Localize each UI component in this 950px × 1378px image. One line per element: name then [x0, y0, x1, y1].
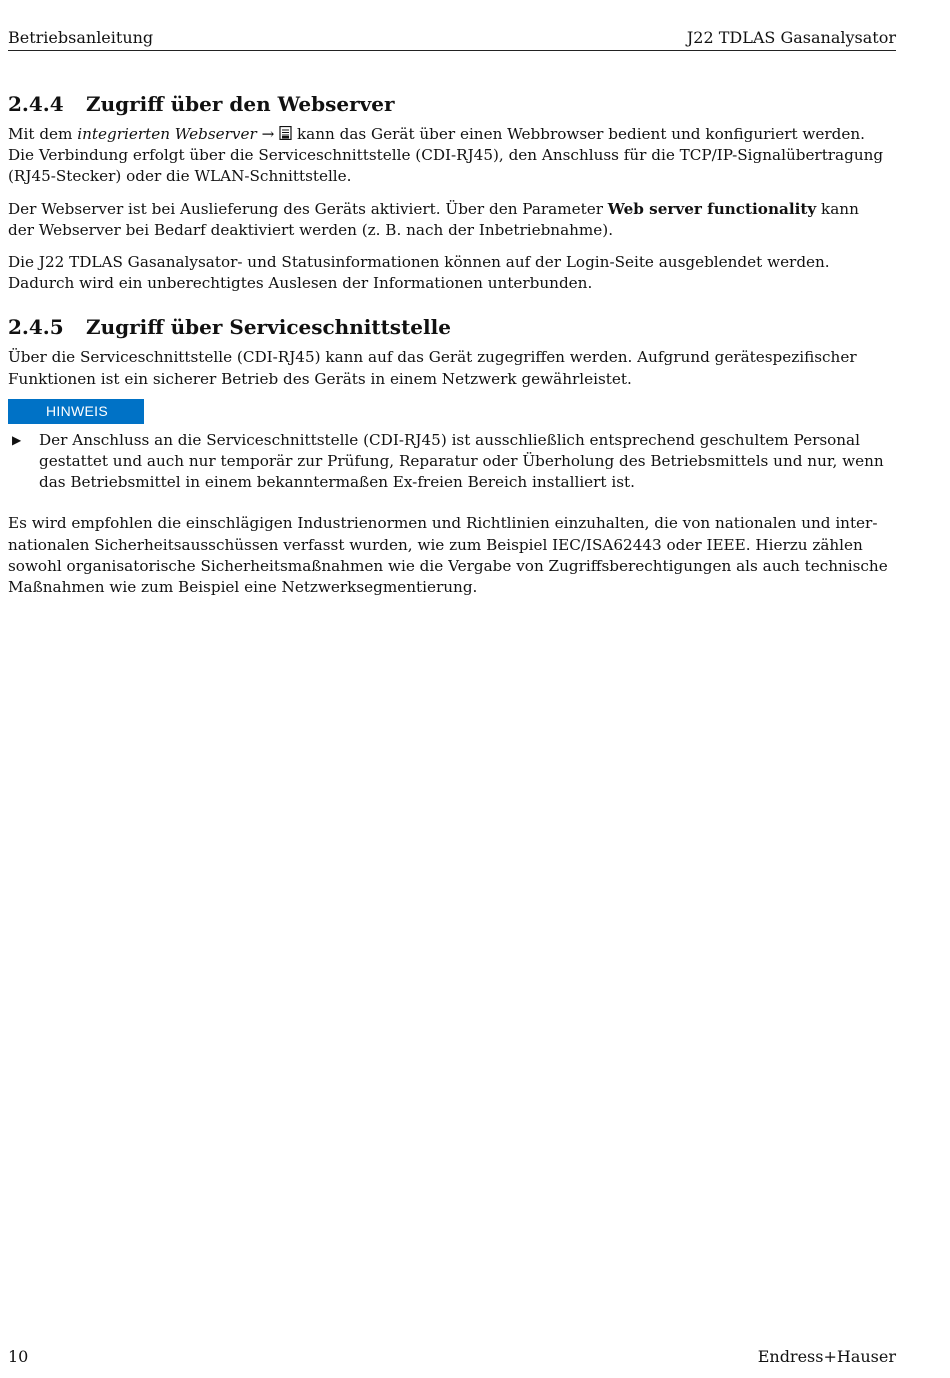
section-heading-2-4-4 — [8, 90, 888, 118]
paragraph-webserver-intro — [8, 124, 888, 188]
document-icon[interactable] — [279, 126, 292, 140]
notice-block — [8, 399, 888, 494]
text-run: Der Webserver ist bei Auslieferung des Geräts aktiviert. Über den Parameter — [8, 199, 608, 218]
notice-item — [8, 430, 888, 494]
text-run: kann der Webserver bei Bedarf deaktiviert werden (z. B. nach der Inbetriebnahme). — [8, 199, 859, 239]
notice-badge: HINWEIS — [8, 399, 144, 424]
brand-name: Endress+Hauser — [757, 1347, 896, 1366]
notice-text: Der Anschluss an die Serviceschnittstelle (CDI-RJ45) ist ausschließlich entsprechend geschultem Personal gestattet und auch nur temporär zur Prüfung, Reparatur oder Überholung des Betriebsmittels und nur, wenn das Betriebsmittel in einem bekanntermaßen Ex-freien Bereich installiert ist. — [39, 430, 884, 492]
parameter-name: Web server functionality — [607, 199, 817, 218]
paragraph-security-recommendation: Es wird empfohlen die einschlägigen Industrienormen und Richtlinien einzuhalten, die von nationalen und internationalen Sicherheitsausschüssen verfasst wurden, wie zum Beispiel IEC/ISA62443 oder IEEE. Hierzu zählen sowohl organisatorische Sicherheitsmaßnahmen wie die Vergabe von Zugriffsberechtigungen als auch technische Maßnahmen wie zum Beispiel eine Netzwerksegmentierung. — [8, 514, 888, 597]
page-header — [8, 26, 896, 51]
paragraph-webserver-activation — [8, 199, 888, 241]
bullet-triangle-icon: ▶ — [12, 432, 22, 447]
section-number: 2.4.4 — [8, 92, 64, 116]
arrow-icon: → — [261, 125, 275, 143]
webserver-link[interactable]: integrierten Webserver — [77, 125, 257, 143]
header-product: J22 TDLAS Gasanalysator — [686, 28, 896, 47]
text-run: kann das Gerät über einen Webbrowser bedient und konfiguriert werden. Die Verbindung erfolgt über die Serviceschnittstelle (CDI-RJ45), den Anschluss für die TCP/IP-Signalübertragung (RJ45-Stecker) oder die WLAN-Schnittstelle. — [8, 125, 884, 186]
main-content — [8, 90, 888, 598]
section-heading-2-4-5 — [8, 313, 888, 341]
text-run: Mit dem — [8, 125, 78, 143]
section-title: Zugriff über Serviceschnittstelle — [86, 315, 451, 340]
section-number: 2.4.5 — [8, 315, 64, 340]
section-title: Zugriff über den Webserver — [86, 92, 395, 116]
page-number: 10 — [8, 1347, 29, 1366]
paragraph-service-interface: Über die Serviceschnittstelle (CDI-RJ45) kann auf das Gerät zugegriffen werden. Aufgrund gerätespezifischer Funktionen ist ein sicherer Betrieb des Geräts in einem Netzwerk gewährleistet. — [8, 348, 857, 388]
header-doc-type: Betriebsanleitung — [8, 28, 154, 47]
paragraph-login-info: Die J22 TDLAS Gasanalysator- und Statusinformationen können auf der Login-Seite ausgeblendet werden. Dadurch wird ein unberechtigtes Auslesen der Informationen unterbunden. — [8, 253, 830, 293]
